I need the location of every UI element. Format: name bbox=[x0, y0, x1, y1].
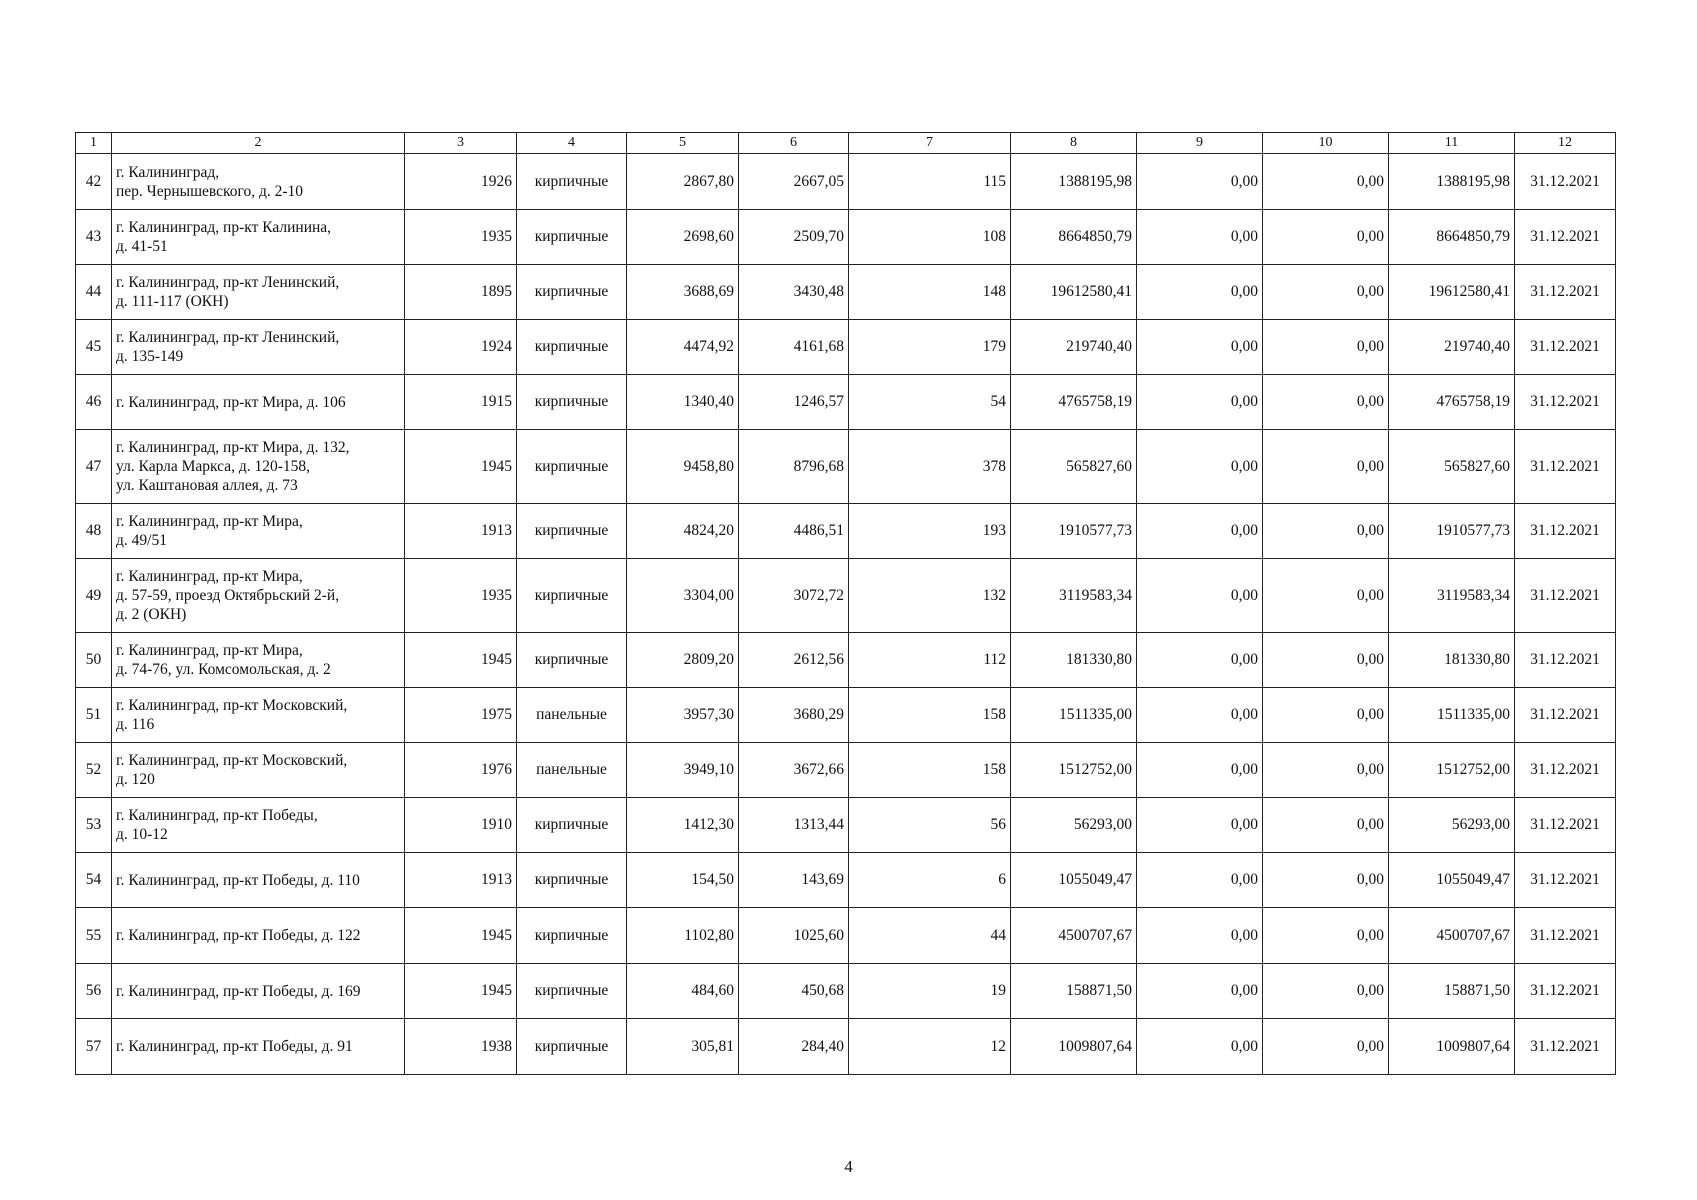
value-cell: 179 bbox=[849, 320, 1011, 375]
value-cell: 0,00 bbox=[1263, 964, 1389, 1019]
value-cell: 56293,00 bbox=[1011, 798, 1137, 853]
value-cell: 3430,48 bbox=[739, 265, 849, 320]
value-cell: 0,00 bbox=[1263, 559, 1389, 633]
value-cell: 0,00 bbox=[1137, 688, 1263, 743]
value-cell: 158 bbox=[849, 688, 1011, 743]
value-cell: 0,00 bbox=[1137, 853, 1263, 908]
value-cell: 1055049,47 bbox=[1011, 853, 1137, 908]
date-cell: 31.12.2021 bbox=[1515, 908, 1616, 964]
value-cell: 12 bbox=[849, 1019, 1011, 1075]
value-cell: 158 bbox=[849, 743, 1011, 798]
housing-register-table bbox=[75, 132, 1616, 1075]
value-cell: 0,00 bbox=[1263, 688, 1389, 743]
row-number-cell: 44 bbox=[76, 265, 112, 320]
table-row bbox=[76, 964, 1616, 1019]
row-number-cell: 53 bbox=[76, 798, 112, 853]
value-cell: 3949,10 bbox=[627, 743, 739, 798]
address-cell: г. Калининград, пр-кт Мира, д. 74-76, ул. Комсомольская, д. 2 bbox=[112, 633, 405, 688]
value-cell: 1025,60 bbox=[739, 908, 849, 964]
value-cell: 3672,66 bbox=[739, 743, 849, 798]
date-cell: 31.12.2021 bbox=[1515, 798, 1616, 853]
table-row bbox=[76, 908, 1616, 964]
table-row bbox=[76, 798, 1616, 853]
year-built-cell: 1926 bbox=[405, 154, 517, 210]
value-cell: 54 bbox=[849, 375, 1011, 430]
column-header: 12 bbox=[1515, 133, 1616, 154]
value-cell: 4500707,67 bbox=[1011, 908, 1137, 964]
value-cell: 0,00 bbox=[1137, 154, 1263, 210]
wall-material-cell: кирпичные bbox=[517, 853, 627, 908]
value-cell: 3304,00 bbox=[627, 559, 739, 633]
table-row bbox=[76, 430, 1616, 504]
wall-material-cell: кирпичные bbox=[517, 1019, 627, 1075]
row-number-cell: 46 bbox=[76, 375, 112, 430]
year-built-cell: 1935 bbox=[405, 559, 517, 633]
address-cell: г. Калининград, пр-кт Ленинский, д. 111-117 (ОКН) bbox=[112, 265, 405, 320]
table-row bbox=[76, 853, 1616, 908]
value-cell: 0,00 bbox=[1137, 320, 1263, 375]
value-cell: 1511335,00 bbox=[1011, 688, 1137, 743]
value-cell: 0,00 bbox=[1263, 853, 1389, 908]
row-number-cell: 48 bbox=[76, 504, 112, 559]
value-cell: 0,00 bbox=[1263, 798, 1389, 853]
value-cell: 3688,69 bbox=[627, 265, 739, 320]
date-cell: 31.12.2021 bbox=[1515, 504, 1616, 559]
row-number-cell: 43 bbox=[76, 210, 112, 265]
column-header: 2 bbox=[112, 133, 405, 154]
value-cell: 8664850,79 bbox=[1389, 210, 1515, 265]
value-cell: 3957,30 bbox=[627, 688, 739, 743]
value-cell: 4824,20 bbox=[627, 504, 739, 559]
value-cell: 1102,80 bbox=[627, 908, 739, 964]
column-header: 1 bbox=[76, 133, 112, 154]
year-built-cell: 1945 bbox=[405, 633, 517, 688]
date-cell: 31.12.2021 bbox=[1515, 964, 1616, 1019]
row-number-cell: 45 bbox=[76, 320, 112, 375]
value-cell: 0,00 bbox=[1263, 320, 1389, 375]
value-cell: 0,00 bbox=[1263, 743, 1389, 798]
value-cell: 158871,50 bbox=[1011, 964, 1137, 1019]
value-cell: 0,00 bbox=[1263, 375, 1389, 430]
year-built-cell: 1976 bbox=[405, 743, 517, 798]
value-cell: 2867,80 bbox=[627, 154, 739, 210]
value-cell: 1512752,00 bbox=[1389, 743, 1515, 798]
value-cell: 0,00 bbox=[1137, 265, 1263, 320]
row-number-cell: 50 bbox=[76, 633, 112, 688]
table-row bbox=[76, 1019, 1616, 1075]
value-cell: 305,81 bbox=[627, 1019, 739, 1075]
value-cell: 1246,57 bbox=[739, 375, 849, 430]
row-number-cell: 54 bbox=[76, 853, 112, 908]
column-header: 8 bbox=[1011, 133, 1137, 154]
value-cell: 148 bbox=[849, 265, 1011, 320]
value-cell: 181330,80 bbox=[1389, 633, 1515, 688]
date-cell: 31.12.2021 bbox=[1515, 559, 1616, 633]
table-row bbox=[76, 154, 1616, 210]
table-row bbox=[76, 559, 1616, 633]
date-cell: 31.12.2021 bbox=[1515, 853, 1616, 908]
value-cell: 2612,56 bbox=[739, 633, 849, 688]
value-cell: 1512752,00 bbox=[1011, 743, 1137, 798]
value-cell: 1055049,47 bbox=[1389, 853, 1515, 908]
value-cell: 6 bbox=[849, 853, 1011, 908]
wall-material-cell: кирпичные bbox=[517, 265, 627, 320]
value-cell: 565827,60 bbox=[1011, 430, 1137, 504]
page-number: 4 bbox=[844, 1157, 853, 1176]
date-cell: 31.12.2021 bbox=[1515, 430, 1616, 504]
value-cell: 0,00 bbox=[1137, 908, 1263, 964]
value-cell: 115 bbox=[849, 154, 1011, 210]
table-row bbox=[76, 210, 1616, 265]
year-built-cell: 1975 bbox=[405, 688, 517, 743]
value-cell: 0,00 bbox=[1137, 210, 1263, 265]
value-cell: 1910577,73 bbox=[1389, 504, 1515, 559]
value-cell: 112 bbox=[849, 633, 1011, 688]
value-cell: 0,00 bbox=[1137, 1019, 1263, 1075]
row-number-cell: 57 bbox=[76, 1019, 112, 1075]
value-cell: 2509,70 bbox=[739, 210, 849, 265]
value-cell: 56293,00 bbox=[1389, 798, 1515, 853]
wall-material-cell: кирпичные bbox=[517, 320, 627, 375]
value-cell: 154,50 bbox=[627, 853, 739, 908]
wall-material-cell: кирпичные bbox=[517, 559, 627, 633]
wall-material-cell: кирпичные bbox=[517, 798, 627, 853]
address-cell: г. Калининград, пр-кт Победы, д. 122 bbox=[112, 908, 405, 964]
value-cell: 19612580,41 bbox=[1389, 265, 1515, 320]
value-cell: 1340,40 bbox=[627, 375, 739, 430]
wall-material-cell: кирпичные bbox=[517, 633, 627, 688]
value-cell: 4765758,19 bbox=[1011, 375, 1137, 430]
value-cell: 4474,92 bbox=[627, 320, 739, 375]
table-row bbox=[76, 743, 1616, 798]
value-cell: 565827,60 bbox=[1389, 430, 1515, 504]
address-cell: г. Калининград, пр-кт Победы, д. 10-12 bbox=[112, 798, 405, 853]
address-cell: г. Калининград, пр-кт Московский, д. 120 bbox=[112, 743, 405, 798]
year-built-cell: 1895 bbox=[405, 265, 517, 320]
date-cell: 31.12.2021 bbox=[1515, 320, 1616, 375]
value-cell: 0,00 bbox=[1137, 964, 1263, 1019]
wall-material-cell: панельные bbox=[517, 743, 627, 798]
value-cell: 3072,72 bbox=[739, 559, 849, 633]
row-number-cell: 42 bbox=[76, 154, 112, 210]
value-cell: 0,00 bbox=[1263, 908, 1389, 964]
year-built-cell: 1945 bbox=[405, 964, 517, 1019]
year-built-cell: 1924 bbox=[405, 320, 517, 375]
year-built-cell: 1915 bbox=[405, 375, 517, 430]
year-built-cell: 1945 bbox=[405, 430, 517, 504]
value-cell: 132 bbox=[849, 559, 1011, 633]
value-cell: 484,60 bbox=[627, 964, 739, 1019]
value-cell: 0,00 bbox=[1137, 798, 1263, 853]
value-cell: 0,00 bbox=[1263, 154, 1389, 210]
value-cell: 0,00 bbox=[1137, 559, 1263, 633]
wall-material-cell: кирпичные bbox=[517, 504, 627, 559]
table-row bbox=[76, 633, 1616, 688]
value-cell: 181330,80 bbox=[1011, 633, 1137, 688]
value-cell: 450,68 bbox=[739, 964, 849, 1019]
address-cell: г. Калининград, пр-кт Победы, д. 169 bbox=[112, 964, 405, 1019]
value-cell: 3680,29 bbox=[739, 688, 849, 743]
value-cell: 1412,30 bbox=[627, 798, 739, 853]
year-built-cell: 1935 bbox=[405, 210, 517, 265]
value-cell: 19 bbox=[849, 964, 1011, 1019]
wall-material-cell: кирпичные bbox=[517, 210, 627, 265]
wall-material-cell: кирпичные bbox=[517, 154, 627, 210]
value-cell: 0,00 bbox=[1263, 504, 1389, 559]
value-cell: 0,00 bbox=[1137, 633, 1263, 688]
value-cell: 0,00 bbox=[1263, 265, 1389, 320]
column-header: 5 bbox=[627, 133, 739, 154]
table-row bbox=[76, 688, 1616, 743]
value-cell: 1388195,98 bbox=[1389, 154, 1515, 210]
year-built-cell: 1913 bbox=[405, 853, 517, 908]
value-cell: 0,00 bbox=[1137, 375, 1263, 430]
address-cell: г. Калининград, пр-кт Мира, д. 57-59, проезд Октябрьский 2-й, д. 2 (ОКН) bbox=[112, 559, 405, 633]
value-cell: 1388195,98 bbox=[1011, 154, 1137, 210]
row-number-cell: 52 bbox=[76, 743, 112, 798]
date-cell: 31.12.2021 bbox=[1515, 688, 1616, 743]
value-cell: 8796,68 bbox=[739, 430, 849, 504]
value-cell: 0,00 bbox=[1263, 210, 1389, 265]
value-cell: 143,69 bbox=[739, 853, 849, 908]
value-cell: 378 bbox=[849, 430, 1011, 504]
table-body bbox=[76, 154, 1616, 1075]
date-cell: 31.12.2021 bbox=[1515, 375, 1616, 430]
value-cell: 284,40 bbox=[739, 1019, 849, 1075]
value-cell: 0,00 bbox=[1263, 430, 1389, 504]
value-cell: 44 bbox=[849, 908, 1011, 964]
value-cell: 0,00 bbox=[1263, 1019, 1389, 1075]
address-cell: г. Калининград, пр-кт Мира, д. 132, ул. Карла Маркса, д. 120-158, ул. Каштановая аллея, д. 73 bbox=[112, 430, 405, 504]
address-cell: г. Калининград, пр-кт Мира, д. 49/51 bbox=[112, 504, 405, 559]
value-cell: 4765758,19 bbox=[1389, 375, 1515, 430]
table-row bbox=[76, 504, 1616, 559]
value-cell: 3119583,34 bbox=[1389, 559, 1515, 633]
address-cell: г. Калининград, пр-кт Победы, д. 91 bbox=[112, 1019, 405, 1075]
value-cell: 1009807,64 bbox=[1389, 1019, 1515, 1075]
row-number-cell: 55 bbox=[76, 908, 112, 964]
row-number-cell: 56 bbox=[76, 964, 112, 1019]
value-cell: 1910577,73 bbox=[1011, 504, 1137, 559]
table-row bbox=[76, 375, 1616, 430]
value-cell: 0,00 bbox=[1137, 504, 1263, 559]
value-cell: 1009807,64 bbox=[1011, 1019, 1137, 1075]
value-cell: 2667,05 bbox=[739, 154, 849, 210]
address-cell: г. Калининград, пр-кт Победы, д. 110 bbox=[112, 853, 405, 908]
value-cell: 2809,20 bbox=[627, 633, 739, 688]
wall-material-cell: кирпичные bbox=[517, 430, 627, 504]
column-header: 11 bbox=[1389, 133, 1515, 154]
column-header: 6 bbox=[739, 133, 849, 154]
value-cell: 0,00 bbox=[1137, 743, 1263, 798]
value-cell: 158871,50 bbox=[1389, 964, 1515, 1019]
value-cell: 219740,40 bbox=[1389, 320, 1515, 375]
date-cell: 31.12.2021 bbox=[1515, 210, 1616, 265]
address-cell: г. Калининград, пр-кт Мира, д. 106 bbox=[112, 375, 405, 430]
address-cell: г. Калининград, пр-кт Московский, д. 116 bbox=[112, 688, 405, 743]
column-header: 10 bbox=[1263, 133, 1389, 154]
value-cell: 108 bbox=[849, 210, 1011, 265]
value-cell: 219740,40 bbox=[1011, 320, 1137, 375]
table-row bbox=[76, 320, 1616, 375]
value-cell: 9458,80 bbox=[627, 430, 739, 504]
value-cell: 0,00 bbox=[1263, 633, 1389, 688]
value-cell: 56 bbox=[849, 798, 1011, 853]
column-number-header-row bbox=[76, 133, 1616, 154]
row-number-cell: 47 bbox=[76, 430, 112, 504]
date-cell: 31.12.2021 bbox=[1515, 743, 1616, 798]
date-cell: 31.12.2021 bbox=[1515, 1019, 1616, 1075]
wall-material-cell: кирпичные bbox=[517, 908, 627, 964]
value-cell: 4486,51 bbox=[739, 504, 849, 559]
column-header: 7 bbox=[849, 133, 1011, 154]
value-cell: 4161,68 bbox=[739, 320, 849, 375]
year-built-cell: 1913 bbox=[405, 504, 517, 559]
value-cell: 2698,60 bbox=[627, 210, 739, 265]
value-cell: 0,00 bbox=[1137, 430, 1263, 504]
value-cell: 1313,44 bbox=[739, 798, 849, 853]
wall-material-cell: панельные bbox=[517, 688, 627, 743]
value-cell: 1511335,00 bbox=[1389, 688, 1515, 743]
date-cell: 31.12.2021 bbox=[1515, 633, 1616, 688]
wall-material-cell: кирпичные bbox=[517, 375, 627, 430]
row-number-cell: 51 bbox=[76, 688, 112, 743]
column-header: 9 bbox=[1137, 133, 1263, 154]
wall-material-cell: кирпичные bbox=[517, 964, 627, 1019]
address-cell: г. Калининград, пер. Чернышевского, д. 2-10 bbox=[112, 154, 405, 210]
address-cell: г. Калининград, пр-кт Калинина, д. 41-51 bbox=[112, 210, 405, 265]
year-built-cell: 1945 bbox=[405, 908, 517, 964]
column-header: 4 bbox=[517, 133, 627, 154]
year-built-cell: 1938 bbox=[405, 1019, 517, 1075]
value-cell: 19612580,41 bbox=[1011, 265, 1137, 320]
row-number-cell: 49 bbox=[76, 559, 112, 633]
value-cell: 4500707,67 bbox=[1389, 908, 1515, 964]
address-cell: г. Калининград, пр-кт Ленинский, д. 135-149 bbox=[112, 320, 405, 375]
date-cell: 31.12.2021 bbox=[1515, 154, 1616, 210]
value-cell: 3119583,34 bbox=[1011, 559, 1137, 633]
year-built-cell: 1910 bbox=[405, 798, 517, 853]
value-cell: 193 bbox=[849, 504, 1011, 559]
column-header: 3 bbox=[405, 133, 517, 154]
value-cell: 8664850,79 bbox=[1011, 210, 1137, 265]
date-cell: 31.12.2021 bbox=[1515, 265, 1616, 320]
table-row bbox=[76, 265, 1616, 320]
